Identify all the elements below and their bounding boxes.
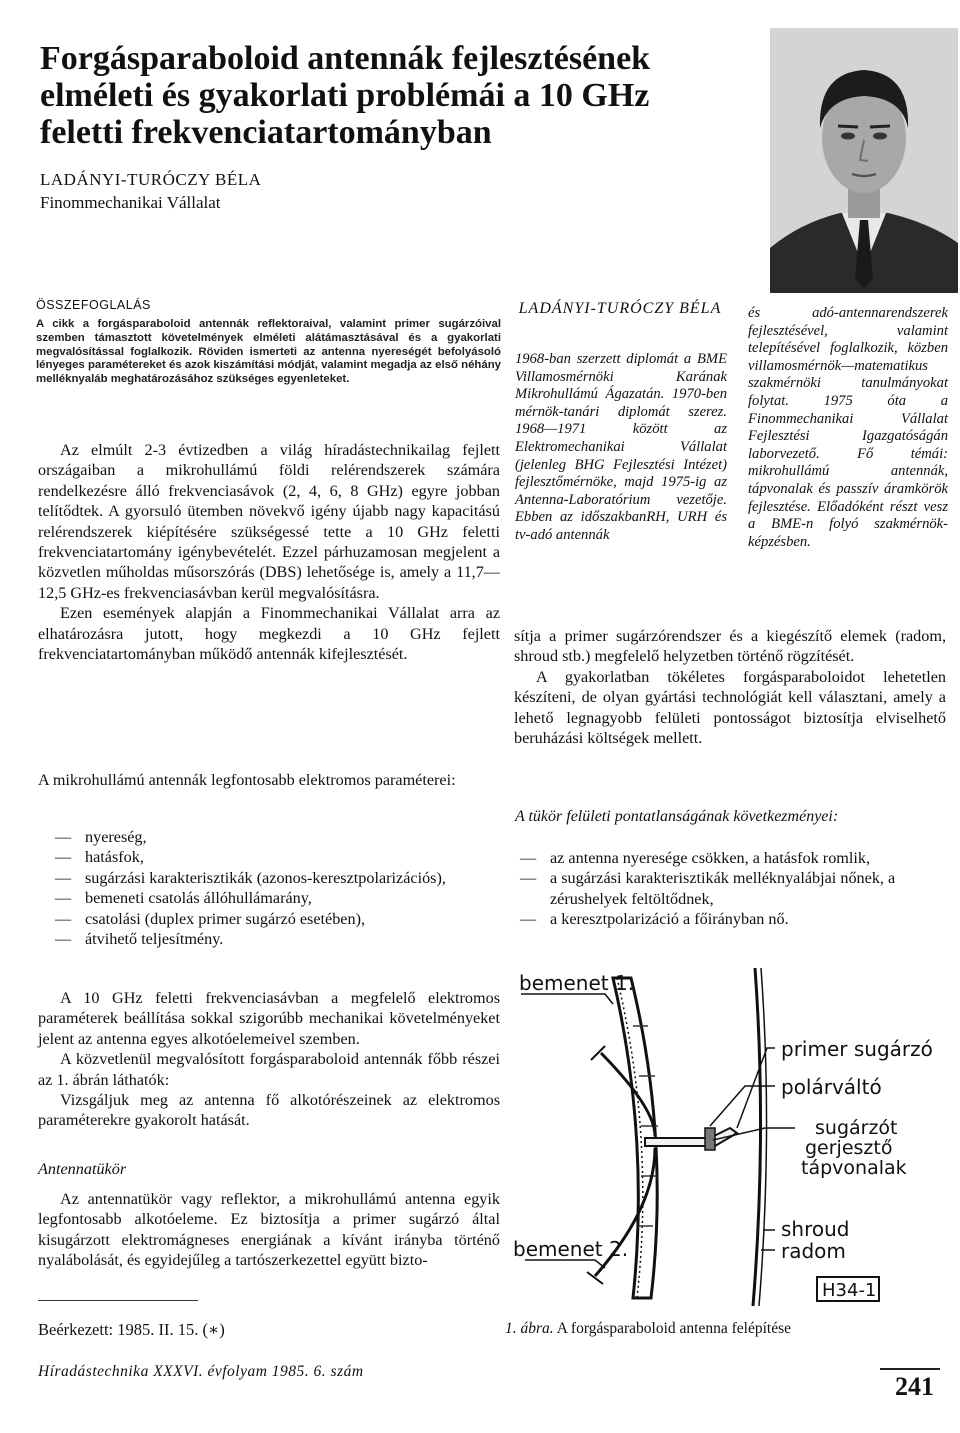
author-photo	[770, 28, 958, 293]
list-item: — csatolási (duplex primer sugárzó esetében),	[55, 909, 366, 928]
list-item: — bemeneti csatolás állóhullámarány,	[55, 889, 312, 908]
label-feed-line-2: gerjesztő	[805, 1137, 893, 1159]
author-name: LADÁNYI-TURÓCZY BÉLA	[40, 170, 262, 189]
paragraph: Ezen események alapján a Finommechanikai Vállalat arra az elhatározásra jutott, hogy megkezdi a 10 GHz fejlett frekvenciatartományban működő antennák kifejlesztését.	[38, 604, 500, 664]
received-date: Beérkezett: 1985. II. 15. (∗)	[38, 1320, 225, 1339]
figure-caption	[505, 1320, 791, 1338]
footnote-rule	[38, 1300, 198, 1301]
label-radom: radom	[781, 1239, 846, 1263]
list-item: — sugárzási karakterisztikák (azonos-keresztpolarizációs),	[55, 868, 446, 887]
figure-caption-label: 1. ábra.	[505, 1320, 554, 1337]
label-feed-line-1: sugárzót	[815, 1117, 898, 1139]
paragraph: sítja a primer sugárzórendszer és a kiegészítő elemek (radom, shroud stb.) megfelelő helyzetben történő rögzítését.	[514, 627, 946, 666]
list-item: — a sugárzási karakterisztikák melléknyalábjai nőnek, a zérushelyek feltöltődnek,	[520, 869, 896, 908]
page-number: 241	[895, 1372, 934, 1401]
parameters-intro	[38, 770, 500, 790]
list-item: — az antenna nyeresége csökken, a hatásfok romlik,	[520, 849, 871, 867]
requirements-paragraphs	[38, 988, 500, 1131]
intro-paragraphs	[38, 440, 500, 664]
label-feed-line-3: tápvonalak	[801, 1157, 907, 1179]
figure-code: H34-1	[822, 1280, 877, 1301]
list-item: — átvihető teljesítmény.	[55, 930, 224, 949]
journal-citation: Híradástechnika XXXVI. évfolyam 1985. 6. szám	[38, 1363, 364, 1380]
right-paragraphs	[514, 626, 946, 748]
paragraph: A 10 GHz feletti frekvenciasávban a megfelelő elektromos paraméterek beállítása sokkal szigorúbb mechanikai követelményeket jelent az antenna egyes alkotóelemeivel szemben.	[38, 989, 500, 1048]
bio-name: LADÁNYI-TURÓCZY BÉLA	[518, 300, 722, 317]
consequences-list	[520, 848, 948, 930]
paragraph: A gyakorlatban tökéletes forgásparaboloidot lehetetlen készíteni, de olyan gyártási technológiát kell választani, amely a lehető legnagyobb felületi pontosságot biztosítja elviselhető beruházási költségek mellett.	[514, 667, 946, 748]
label-primary-feed: primer sugárzó	[781, 1037, 933, 1061]
list-item: — nyereség,	[55, 828, 147, 846]
portrait-image	[770, 28, 958, 293]
consequences-heading: A tükör felületi pontatlanságának következményei:	[515, 808, 839, 825]
abstract-heading: ÖSSZEFOGLALÁS	[36, 298, 151, 312]
paragraph: Az elmúlt 2-3 évtizedben a világ híradástechnikailag fejlett országaiban a mikrohullámú földi relérendszerek számára rendelkezésre álló frekvenciasávok (2, 4, 6, 8 GHz) egyre jobban telítődtek. A gyorsuló ütemben növekvő igény újabb nagy kapacitású relérendszerek kiépítésére szükségessé tette a 10 GHz feletti frekvenciatartomány igénybevételét. Ezzel párhuzamosan megjelent a közvetlen műholdas műsorszórás (DBS) lehetősége is, amely a 11,7—12,5 GHz-es frekvenciasávban kerül megvalósításra.	[38, 441, 500, 602]
parameter-list	[55, 827, 495, 949]
section-heading: Antennatükör	[38, 1160, 127, 1178]
paragraph: Az antennatükör vagy reflektor, a mikrohullámú antenna egyik legfontosabb alkotóeleme. Ez biztosítja a primer sugárzó által kisugárzott elektromágneses energiának a kívánt irányba történő nyalábolását, és egyidejűleg a tartószerkezettel együtt bizto-	[38, 1190, 500, 1270]
shroud-rim	[753, 968, 761, 1306]
paragraph: A mikrohullámú antennák legfontosabb elektromos paraméterei:	[38, 771, 456, 789]
paragraph: A közvetlenül megvalósított forgásparaboloid antennák főbb részei az 1. ábrán láthatók:	[38, 1050, 500, 1089]
page-number-rule	[880, 1368, 940, 1370]
list-item: — a keresztpolarizáció a főirányban nő.	[520, 910, 789, 929]
antenna-figure	[505, 968, 945, 1308]
bio-text-continued: és adó-antennarendszerek fejlesztésével, valamint telepítésével foglalkozik, közben villamosmérnök—matematikus szakmérnöki tanulmányokat folytat. 1975 óta a Finommechanikai Vállalat Fejlesztési Igazgatóságán laborvezető. Fő témái: mikrohullámú antennák, tápvonalak és passzív áramkörök fejlesztése. Előadóként részt vesz a BME-n folyó szakmérnök-képzésben.	[748, 305, 948, 550]
label-polarizer: polárváltó	[781, 1075, 882, 1099]
label-shroud: shroud	[781, 1217, 850, 1241]
abstract-text: A cikk a forgásparaboloid antennák reflektoraival, valamint primer sugárzóival szemben támasztott követelmények elméleti alátámasztásával és a gyakorlati megvalósítással foglalkozik. Röviden ismerteti az antenna nyereségét befolyásoló lényeges paramétereket és azok kiszámítási módját, valamint megadja az első néhány melléknyaláb meghatározásához szükséges egyenleteket.	[36, 318, 501, 386]
author-affiliation: Finommechanikai Vállalat	[40, 193, 221, 212]
bio-text: 1968-ban szerzett diplomát a BME Villamosmérnöki Karának Mikrohullámú Ágazatán. 1970-ben mérnök-tanári diplomát szerez. 1968—1971 között az Elektromechanikai Vállalat (jelenleg BHG Fejlesztési Intézet) fejlesztőmérnöke, majd 1975-ig az Antenna-Laboratórium vezetője. Ebben az időszakbanRH, URH és tv-adó antennák	[515, 351, 727, 543]
paragraph: Vizsgáljuk meg az antenna fő alkotórészeinek az elektromos paraméterekre gyakorolt hatását.	[38, 1091, 500, 1130]
label-input-2: bemenet 2.	[513, 1237, 629, 1261]
reflector-paragraph	[38, 1189, 500, 1271]
figure-caption-text: A forgásparaboloid antenna felépítése	[556, 1320, 791, 1337]
label-input-1: bemenet 1.	[519, 971, 635, 995]
article-title: Forgásparaboloid antennák fejlesztésének elméleti és gyakorlati problémái a 10 GHz feletti frekvenciatartományban	[40, 40, 651, 151]
list-item: — hatásfok,	[55, 848, 144, 867]
